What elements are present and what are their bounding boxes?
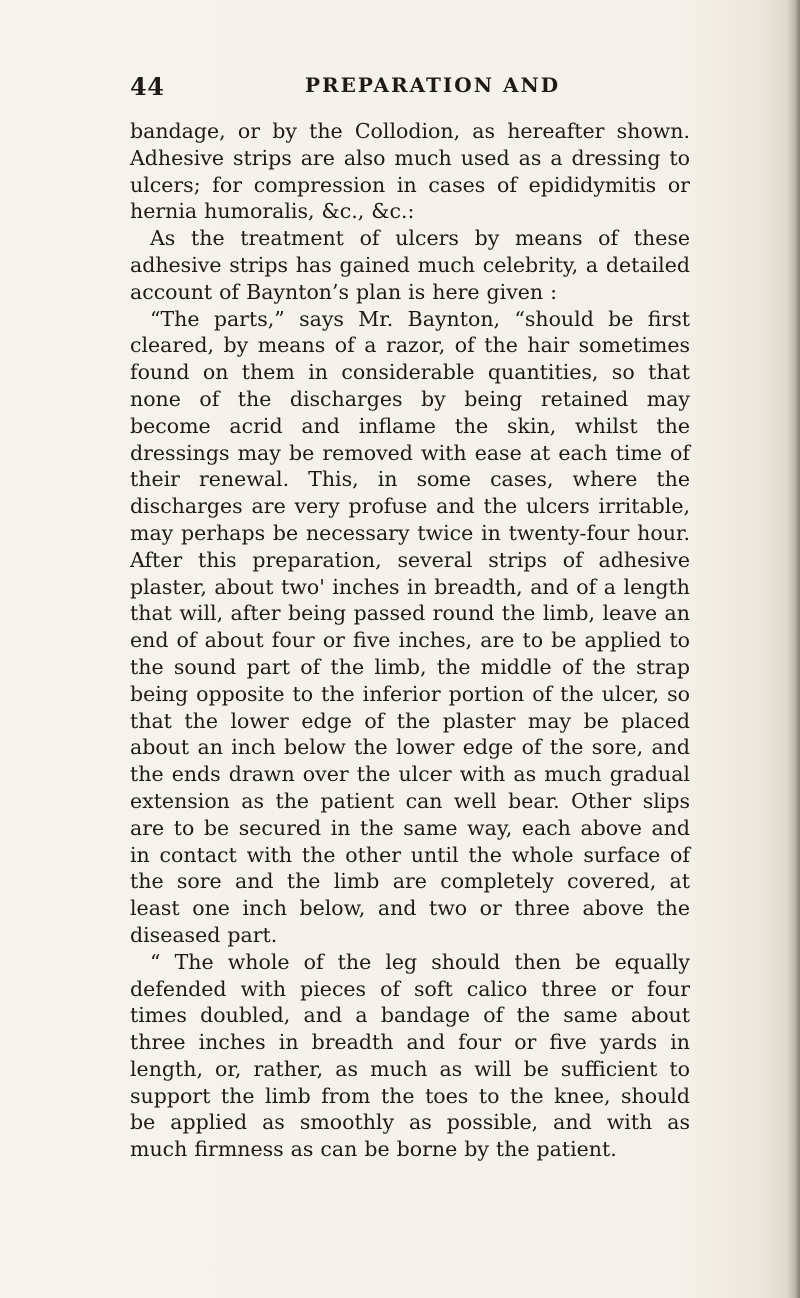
- page-edge-shadow: [786, 0, 800, 1298]
- page-number: 44: [130, 72, 165, 101]
- paragraph-4: “ The whole of the leg should then be equally defended with pieces of soft calico three or four times doubled, and a bandage of the same about three inches in breadth and four or five yards in length, or, rather, as much as will be sufficient to support the limb from the toes to the knee, should be applied as smoothly as possible, and with as much firmness as can be borne by the patient.: [130, 949, 690, 1162]
- body-text: [130, 118, 690, 1163]
- paragraph-2: As the treatment of ulcers by means of these adhesive strips has gained much celebrity, a detailed account of Baynton’s plan is here given :: [130, 226, 690, 304]
- paragraph-3: “The parts,” says Mr. Baynton, “should be first cleared, by means of a razor, of the hair sometimes found on them in considerable quantities, so that none of the discharges by being retained may become acrid and inflame the skin, whilst the dressings may be removed with ease at each time of their renewal. This, in some cases, where the discharges are very profuse and the ulcers irritable, may perhaps be necessary twice in twenty-four hour. After this preparation, several strips of adhesive plaster, about two' inches in breadth, and of a length that will, after being passed round the limb, leave an end of about four or five inches, are to be applied to the sound part of the limb, the middle of the strap being opposite to the inferior portion of the ulcer, so that the lower edge of the plaster may be placed about an inch below the lower edge of the sore, and the ends drawn over the ulcer with as much gradual extension as the patient can well bear. Other slips are to be secured in the same way, each above and in contact with the other until the whole surface of the sore and the limb are completely covered, at least one inch below, and two or three above the diseased part.: [130, 306, 690, 947]
- paragraph-1: bandage, or by the Collodion, as hereafter shown. Adhesive strips are also much used as a dressing to ulcers; for compression in cases of epididymitis or hernia humoralis, &c., &c.:: [130, 119, 690, 224]
- running-title: PREPARATION AND: [305, 73, 561, 97]
